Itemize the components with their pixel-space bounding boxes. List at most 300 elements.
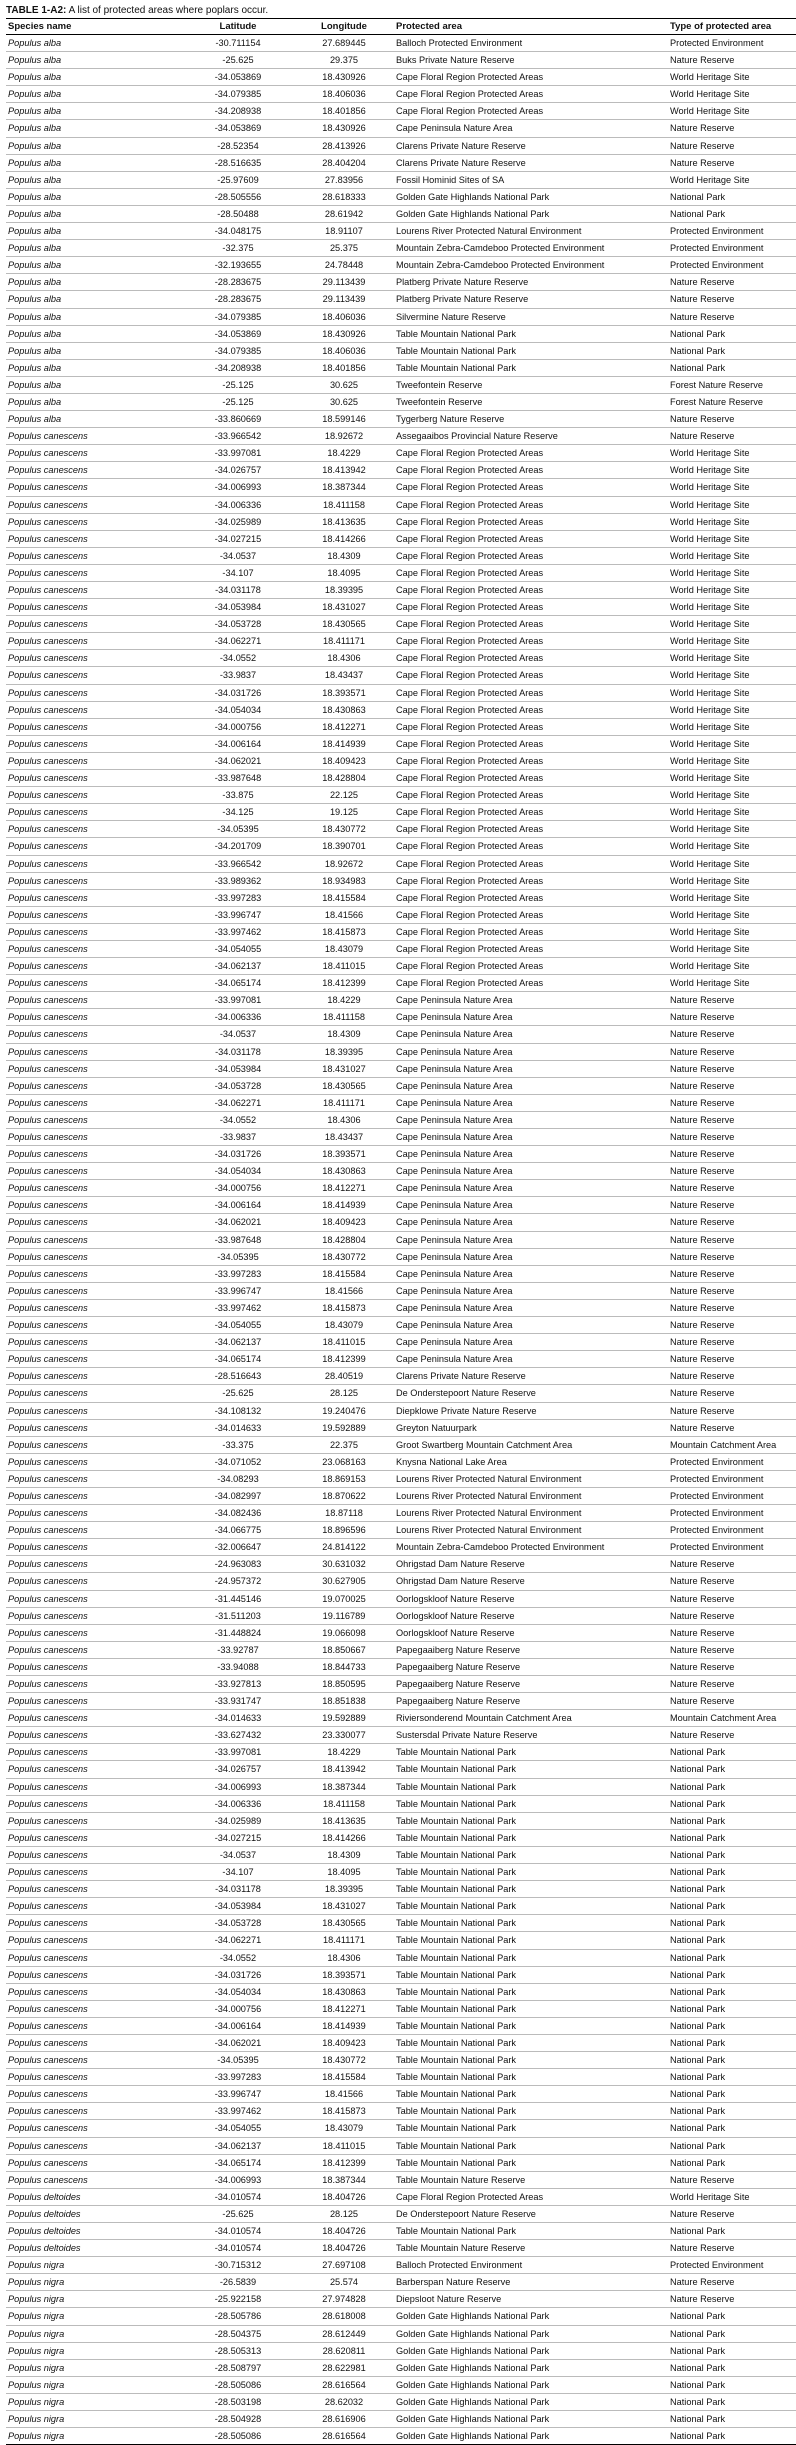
longitude-cell: 18.43437: [294, 667, 394, 684]
species-cell: Populus alba: [6, 103, 182, 120]
table-row: [6, 872, 796, 889]
protected-area-cell: Table Mountain National Park: [394, 2017, 668, 2034]
protected-area-cell: Table Mountain National Park: [394, 2223, 668, 2240]
species-cell: Populus deltoides: [6, 2223, 182, 2240]
species-cell: Populus canescens: [6, 1009, 182, 1026]
longitude-cell: 18.412271: [294, 718, 394, 735]
protected-area-cell: Cape Peninsula Nature Area: [394, 1214, 668, 1231]
area-type-cell: Nature Reserve: [668, 291, 796, 308]
longitude-cell: 28.616564: [294, 2376, 394, 2393]
longitude-cell: 18.428804: [294, 770, 394, 787]
species-cell: Populus canescens: [6, 564, 182, 581]
protected-area-cell: Buks Private Nature Reserve: [394, 52, 668, 69]
protected-area-cell: Golden Gate Highlands National Park: [394, 188, 668, 205]
longitude-cell: 18.91107: [294, 223, 394, 240]
longitude-cell: 19.592889: [294, 1710, 394, 1727]
area-type-cell: Nature Reserve: [668, 1214, 796, 1231]
protected-area-cell: Assegaaibos Provincial Nature Reserve: [394, 428, 668, 445]
species-cell: Populus nigra: [6, 2342, 182, 2359]
area-type-cell: World Heritage Site: [668, 462, 796, 479]
species-cell: Populus canescens: [6, 2137, 182, 2154]
table-row: [6, 940, 796, 957]
header-latitude: Latitude: [182, 19, 294, 35]
species-cell: Populus canescens: [6, 1043, 182, 1060]
longitude-cell: 18.387344: [294, 479, 394, 496]
table-row: [6, 1676, 796, 1693]
protected-area-cell: Balloch Protected Environment: [394, 2257, 668, 2274]
latitude-cell: -34.048175: [182, 223, 294, 240]
longitude-cell: 18.599146: [294, 411, 394, 428]
species-cell: Populus canescens: [6, 1094, 182, 1111]
species-cell: Populus canescens: [6, 855, 182, 872]
latitude-cell: -34.054034: [182, 701, 294, 718]
longitude-cell: 18.406036: [294, 308, 394, 325]
longitude-cell: 18.4095: [294, 1864, 394, 1881]
protected-area-cell: Cape Floral Region Protected Areas: [394, 821, 668, 838]
protected-area-cell: Cape Floral Region Protected Areas: [394, 2188, 668, 2205]
latitude-cell: -33.997283: [182, 1265, 294, 1282]
table-row: [6, 889, 796, 906]
latitude-cell: -25.922158: [182, 2291, 294, 2308]
area-type-cell: World Heritage Site: [668, 940, 796, 957]
longitude-cell: 18.387344: [294, 1778, 394, 1795]
latitude-cell: -34.125: [182, 804, 294, 821]
latitude-cell: -34.0537: [182, 547, 294, 564]
area-type-cell: Protected Environment: [668, 240, 796, 257]
table-row: [6, 103, 796, 120]
species-cell: Populus alba: [6, 188, 182, 205]
area-type-cell: World Heritage Site: [668, 496, 796, 513]
protected-area-cell: Cape Floral Region Protected Areas: [394, 650, 668, 667]
table-row: [6, 1282, 796, 1299]
latitude-cell: -34.062137: [182, 958, 294, 975]
area-type-cell: World Heritage Site: [668, 855, 796, 872]
species-cell: Populus alba: [6, 171, 182, 188]
species-cell: Populus canescens: [6, 1658, 182, 1675]
longitude-cell: 18.412271: [294, 2000, 394, 2017]
table-row: [6, 2291, 796, 2308]
longitude-cell: 18.411171: [294, 633, 394, 650]
protected-area-cell: Mountain Zebra-Camdeboo Protected Environment: [394, 257, 668, 274]
longitude-cell: 19.240476: [294, 1402, 394, 1419]
latitude-cell: -34.000756: [182, 1180, 294, 1197]
species-cell: Populus canescens: [6, 1881, 182, 1898]
area-type-cell: Nature Reserve: [668, 2291, 796, 2308]
latitude-cell: -26.5839: [182, 2274, 294, 2291]
area-type-cell: Nature Reserve: [668, 1265, 796, 1282]
area-type-cell: National Park: [668, 1915, 796, 1932]
latitude-cell: -28.52354: [182, 137, 294, 154]
area-type-cell: World Heritage Site: [668, 564, 796, 581]
area-type-cell: National Park: [668, 1881, 796, 1898]
longitude-cell: 28.622981: [294, 2359, 394, 2376]
area-type-cell: Protected Environment: [668, 1453, 796, 1470]
species-cell: Populus deltoides: [6, 2205, 182, 2222]
longitude-cell: 18.430565: [294, 616, 394, 633]
latitude-cell: -34.082997: [182, 1487, 294, 1504]
area-type-cell: Mountain Catchment Area: [668, 1710, 796, 1727]
table-row: [6, 1214, 796, 1231]
longitude-cell: 18.409423: [294, 752, 394, 769]
table-row: [6, 1607, 796, 1624]
protected-area-cell: De Onderstepoort Nature Reserve: [394, 1385, 668, 1402]
table-row: [6, 1026, 796, 1043]
longitude-cell: 18.409423: [294, 2034, 394, 2051]
protected-area-cell: Oorlogskloof Nature Reserve: [394, 1590, 668, 1607]
table-row: [6, 1727, 796, 1744]
longitude-cell: 18.412399: [294, 975, 394, 992]
area-type-cell: Protected Environment: [668, 1522, 796, 1539]
protected-area-cell: Tygerberg Nature Reserve: [394, 411, 668, 428]
table-row: [6, 1693, 796, 1710]
protected-area-cell: Diepsloot Nature Reserve: [394, 2291, 668, 2308]
area-type-cell: Nature Reserve: [668, 428, 796, 445]
protected-area-cell: Tweefontein Reserve: [394, 376, 668, 393]
latitude-cell: -34.05395: [182, 821, 294, 838]
area-type-cell: Nature Reserve: [668, 2205, 796, 2222]
area-type-cell: Nature Reserve: [668, 1556, 796, 1573]
area-type-cell: World Heritage Site: [668, 804, 796, 821]
protected-area-cell: Cape Peninsula Nature Area: [394, 1248, 668, 1265]
latitude-cell: -34.05395: [182, 2052, 294, 2069]
table-row: [6, 770, 796, 787]
table-row: [6, 274, 796, 291]
latitude-cell: -32.375: [182, 240, 294, 257]
protected-area-cell: Table Mountain National Park: [394, 2034, 668, 2051]
species-cell: Populus canescens: [6, 2017, 182, 2034]
longitude-cell: 18.390701: [294, 838, 394, 855]
species-cell: Populus canescens: [6, 496, 182, 513]
protected-area-cell: Platberg Private Nature Reserve: [394, 291, 668, 308]
table-row: [6, 804, 796, 821]
protected-area-cell: Lourens River Protected Natural Environment: [394, 223, 668, 240]
longitude-cell: 18.414266: [294, 1829, 394, 1846]
table-row: [6, 411, 796, 428]
area-type-cell: Protected Environment: [668, 35, 796, 52]
area-type-cell: Nature Reserve: [668, 1590, 796, 1607]
species-cell: Populus canescens: [6, 1265, 182, 1282]
area-type-cell: Forest Nature Reserve: [668, 393, 796, 410]
table-row: [6, 35, 796, 52]
area-type-cell: Nature Reserve: [668, 274, 796, 291]
table-row: [6, 171, 796, 188]
area-type-cell: Nature Reserve: [668, 1641, 796, 1658]
species-cell: Populus canescens: [6, 1402, 182, 1419]
species-cell: Populus canescens: [6, 667, 182, 684]
species-cell: Populus canescens: [6, 752, 182, 769]
area-type-cell: National Park: [668, 2120, 796, 2137]
species-cell: Populus alba: [6, 154, 182, 171]
latitude-cell: -28.505086: [182, 2428, 294, 2445]
area-type-cell: Nature Reserve: [668, 1368, 796, 1385]
area-type-cell: World Heritage Site: [668, 103, 796, 120]
area-type-cell: Nature Reserve: [668, 137, 796, 154]
latitude-cell: -34.107: [182, 1864, 294, 1881]
protected-area-cell: Oorlogskloof Nature Reserve: [394, 1607, 668, 1624]
latitude-cell: -34.054055: [182, 1317, 294, 1334]
latitude-cell: -33.627432: [182, 1727, 294, 1744]
protected-area-cell: Table Mountain National Park: [394, 2154, 668, 2171]
table-row: [6, 1761, 796, 1778]
protected-area-cell: Table Mountain National Park: [394, 1915, 668, 1932]
latitude-cell: -34.031726: [182, 1146, 294, 1163]
species-cell: Populus nigra: [6, 2411, 182, 2428]
area-type-cell: Nature Reserve: [668, 1573, 796, 1590]
longitude-cell: 29.113439: [294, 274, 394, 291]
longitude-cell: 18.41566: [294, 906, 394, 923]
longitude-cell: 18.43079: [294, 940, 394, 957]
table-row: [6, 1385, 796, 1402]
longitude-cell: 18.430926: [294, 120, 394, 137]
species-cell: Populus canescens: [6, 1453, 182, 1470]
area-type-cell: Nature Reserve: [668, 1317, 796, 1334]
latitude-cell: -34.066775: [182, 1522, 294, 1539]
species-cell: Populus alba: [6, 52, 182, 69]
table-row: [6, 1846, 796, 1863]
species-cell: Populus canescens: [6, 923, 182, 940]
protected-area-cell: Table Mountain National Park: [394, 1778, 668, 1795]
longitude-cell: 19.070025: [294, 1590, 394, 1607]
area-type-cell: World Heritage Site: [668, 599, 796, 616]
latitude-cell: -34.006164: [182, 735, 294, 752]
protected-area-cell: Cape Floral Region Protected Areas: [394, 923, 668, 940]
latitude-cell: -34.08293: [182, 1470, 294, 1487]
protected-area-cell: Cape Floral Region Protected Areas: [394, 69, 668, 86]
species-cell: Populus canescens: [6, 1727, 182, 1744]
protected-area-cell: Cape Peninsula Nature Area: [394, 1111, 668, 1128]
table-row: [6, 1146, 796, 1163]
latitude-cell: -34.031726: [182, 684, 294, 701]
species-cell: Populus canescens: [6, 1351, 182, 1368]
table-row: [6, 2274, 796, 2291]
protected-area-cell: Groot Swartberg Mountain Catchment Area: [394, 1436, 668, 1453]
longitude-cell: 18.851838: [294, 1693, 394, 1710]
species-cell: Populus alba: [6, 274, 182, 291]
latitude-cell: -34.062137: [182, 1334, 294, 1351]
longitude-cell: 18.430863: [294, 1163, 394, 1180]
protected-area-cell: Cape Floral Region Protected Areas: [394, 718, 668, 735]
latitude-cell: -34.054034: [182, 1163, 294, 1180]
latitude-cell: -33.987648: [182, 770, 294, 787]
latitude-cell: -30.711154: [182, 35, 294, 52]
species-cell: Populus canescens: [6, 1368, 182, 1385]
area-type-cell: Nature Reserve: [668, 1658, 796, 1675]
longitude-cell: 18.393571: [294, 684, 394, 701]
species-cell: Populus canescens: [6, 838, 182, 855]
table-row: [6, 650, 796, 667]
longitude-cell: 18.387344: [294, 2171, 394, 2188]
table-row: [6, 1163, 796, 1180]
protected-area-cell: Cape Floral Region Protected Areas: [394, 975, 668, 992]
latitude-cell: -28.50488: [182, 205, 294, 222]
table-row: [6, 787, 796, 804]
table-row: [6, 1299, 796, 1316]
species-cell: Populus canescens: [6, 821, 182, 838]
protected-area-cell: Lourens River Protected Natural Environment: [394, 1505, 668, 1522]
table-row: [6, 2069, 796, 2086]
table-row: [6, 2257, 796, 2274]
area-type-cell: Nature Reserve: [668, 2240, 796, 2257]
protected-area-cell: Cape Peninsula Nature Area: [394, 1094, 668, 1111]
area-type-cell: Protected Environment: [668, 1539, 796, 1556]
protected-area-cell: Cape Floral Region Protected Areas: [394, 770, 668, 787]
table-row: [6, 838, 796, 855]
area-type-cell: World Heritage Site: [668, 787, 796, 804]
latitude-cell: -33.92787: [182, 1641, 294, 1658]
table-row: [6, 923, 796, 940]
protected-area-cell: Table Mountain National Park: [394, 2137, 668, 2154]
species-cell: Populus canescens: [6, 1419, 182, 1436]
area-type-cell: Nature Reserve: [668, 1299, 796, 1316]
species-cell: Populus alba: [6, 308, 182, 325]
protected-area-cell: Table Mountain National Park: [394, 1949, 668, 1966]
latitude-cell: -34.062021: [182, 752, 294, 769]
longitude-cell: 23.068163: [294, 1453, 394, 1470]
area-type-cell: National Park: [668, 325, 796, 342]
latitude-cell: -34.010574: [182, 2240, 294, 2257]
latitude-cell: -33.94088: [182, 1658, 294, 1675]
species-cell: Populus canescens: [6, 582, 182, 599]
species-cell: Populus canescens: [6, 992, 182, 1009]
table-row: [6, 1949, 796, 1966]
species-cell: Populus canescens: [6, 1522, 182, 1539]
latitude-cell: -33.860669: [182, 411, 294, 428]
area-type-cell: Protected Environment: [668, 223, 796, 240]
protected-area-cell: Cape Peninsula Nature Area: [394, 120, 668, 137]
latitude-cell: -34.053869: [182, 69, 294, 86]
latitude-cell: -34.065174: [182, 975, 294, 992]
species-cell: Populus canescens: [6, 975, 182, 992]
latitude-cell: -34.014633: [182, 1419, 294, 1436]
area-type-cell: Nature Reserve: [668, 52, 796, 69]
latitude-cell: -28.504375: [182, 2325, 294, 2342]
species-cell: Populus canescens: [6, 1385, 182, 1402]
table-row: [6, 975, 796, 992]
longitude-cell: 18.414939: [294, 735, 394, 752]
longitude-cell: 18.406036: [294, 86, 394, 103]
species-cell: Populus canescens: [6, 1846, 182, 1863]
latitude-cell: -24.963083: [182, 1556, 294, 1573]
species-cell: Populus canescens: [6, 1829, 182, 1846]
table-row: [6, 223, 796, 240]
area-type-cell: World Heritage Site: [668, 838, 796, 855]
species-cell: Populus canescens: [6, 462, 182, 479]
longitude-cell: 18.393571: [294, 1146, 394, 1163]
protected-area-cell: Cape Floral Region Protected Areas: [394, 103, 668, 120]
species-cell: Populus canescens: [6, 650, 182, 667]
protected-area-cell: Papegaaiberg Nature Reserve: [394, 1693, 668, 1710]
protected-area-cell: Golden Gate Highlands National Park: [394, 2325, 668, 2342]
latitude-cell: -34.208938: [182, 359, 294, 376]
protected-area-cell: Cape Floral Region Protected Areas: [394, 86, 668, 103]
latitude-cell: -34.0537: [182, 1846, 294, 1863]
species-cell: Populus nigra: [6, 2428, 182, 2445]
area-type-cell: National Park: [668, 2411, 796, 2428]
area-type-cell: World Heritage Site: [668, 633, 796, 650]
table-row: [6, 1658, 796, 1675]
protected-area-cell: Cape Peninsula Nature Area: [394, 1265, 668, 1282]
protected-area-cell: Table Mountain National Park: [394, 1966, 668, 1983]
protected-area-cell: Cape Peninsula Nature Area: [394, 1060, 668, 1077]
protected-area-cell: Golden Gate Highlands National Park: [394, 2308, 668, 2325]
species-cell: Populus canescens: [6, 445, 182, 462]
table-row: [6, 2137, 796, 2154]
latitude-cell: -34.053984: [182, 599, 294, 616]
longitude-cell: 18.430926: [294, 69, 394, 86]
latitude-cell: -31.448824: [182, 1624, 294, 1641]
species-cell: Populus canescens: [6, 513, 182, 530]
protected-area-cell: Cape Floral Region Protected Areas: [394, 701, 668, 718]
area-type-cell: Nature Reserve: [668, 1607, 796, 1624]
table-row: [6, 992, 796, 1009]
protected-area-cell: Cape Floral Region Protected Areas: [394, 513, 668, 530]
latitude-cell: -34.006164: [182, 2017, 294, 2034]
area-type-cell: Nature Reserve: [668, 1402, 796, 1419]
latitude-cell: -34.107: [182, 564, 294, 581]
protected-area-cell: Cape Peninsula Nature Area: [394, 1197, 668, 1214]
area-type-cell: Mountain Catchment Area: [668, 1436, 796, 1453]
table-row: [6, 2325, 796, 2342]
area-type-cell: National Park: [668, 2052, 796, 2069]
species-cell: Populus canescens: [6, 1641, 182, 1658]
area-type-cell: National Park: [668, 2000, 796, 2017]
table-row: [6, 1009, 796, 1026]
latitude-cell: -24.957372: [182, 1573, 294, 1590]
protected-area-cell: Table Mountain National Park: [394, 342, 668, 359]
area-type-cell: National Park: [668, 1846, 796, 1863]
table-row: [6, 1351, 796, 1368]
longitude-cell: 18.844733: [294, 1658, 394, 1675]
table-row: [6, 2000, 796, 2017]
area-type-cell: National Park: [668, 1812, 796, 1829]
area-type-cell: National Park: [668, 2359, 796, 2376]
longitude-cell: 18.409423: [294, 1214, 394, 1231]
table-row: [6, 684, 796, 701]
latitude-cell: -34.062271: [182, 1094, 294, 1111]
area-type-cell: Nature Reserve: [668, 1385, 796, 1402]
latitude-cell: -34.010574: [182, 2188, 294, 2205]
species-cell: Populus alba: [6, 257, 182, 274]
protected-area-cell: Cape Floral Region Protected Areas: [394, 564, 668, 581]
table-row: [6, 2308, 796, 2325]
table-row: [6, 1265, 796, 1282]
table-row: [6, 1898, 796, 1915]
area-type-cell: Nature Reserve: [668, 992, 796, 1009]
table-row: [6, 1573, 796, 1590]
longitude-cell: 18.850667: [294, 1641, 394, 1658]
species-cell: Populus nigra: [6, 2308, 182, 2325]
longitude-cell: 18.87118: [294, 1505, 394, 1522]
area-type-cell: Nature Reserve: [668, 1163, 796, 1180]
latitude-cell: -34.065174: [182, 1351, 294, 1368]
species-cell: Populus canescens: [6, 2120, 182, 2137]
table-row: [6, 2017, 796, 2034]
longitude-cell: 18.414266: [294, 530, 394, 547]
species-cell: Populus canescens: [6, 872, 182, 889]
longitude-cell: 18.39395: [294, 1043, 394, 1060]
table-row: [6, 1419, 796, 1436]
latitude-cell: -25.97609: [182, 171, 294, 188]
longitude-cell: 18.41566: [294, 2086, 394, 2103]
table-row: [6, 701, 796, 718]
area-type-cell: World Heritage Site: [668, 2188, 796, 2205]
area-type-cell: Nature Reserve: [668, 1180, 796, 1197]
latitude-cell: -34.053984: [182, 1898, 294, 1915]
area-type-cell: Nature Reserve: [668, 1231, 796, 1248]
protected-area-cell: Golden Gate Highlands National Park: [394, 2342, 668, 2359]
table-row: [6, 188, 796, 205]
longitude-cell: 28.125: [294, 2205, 394, 2222]
